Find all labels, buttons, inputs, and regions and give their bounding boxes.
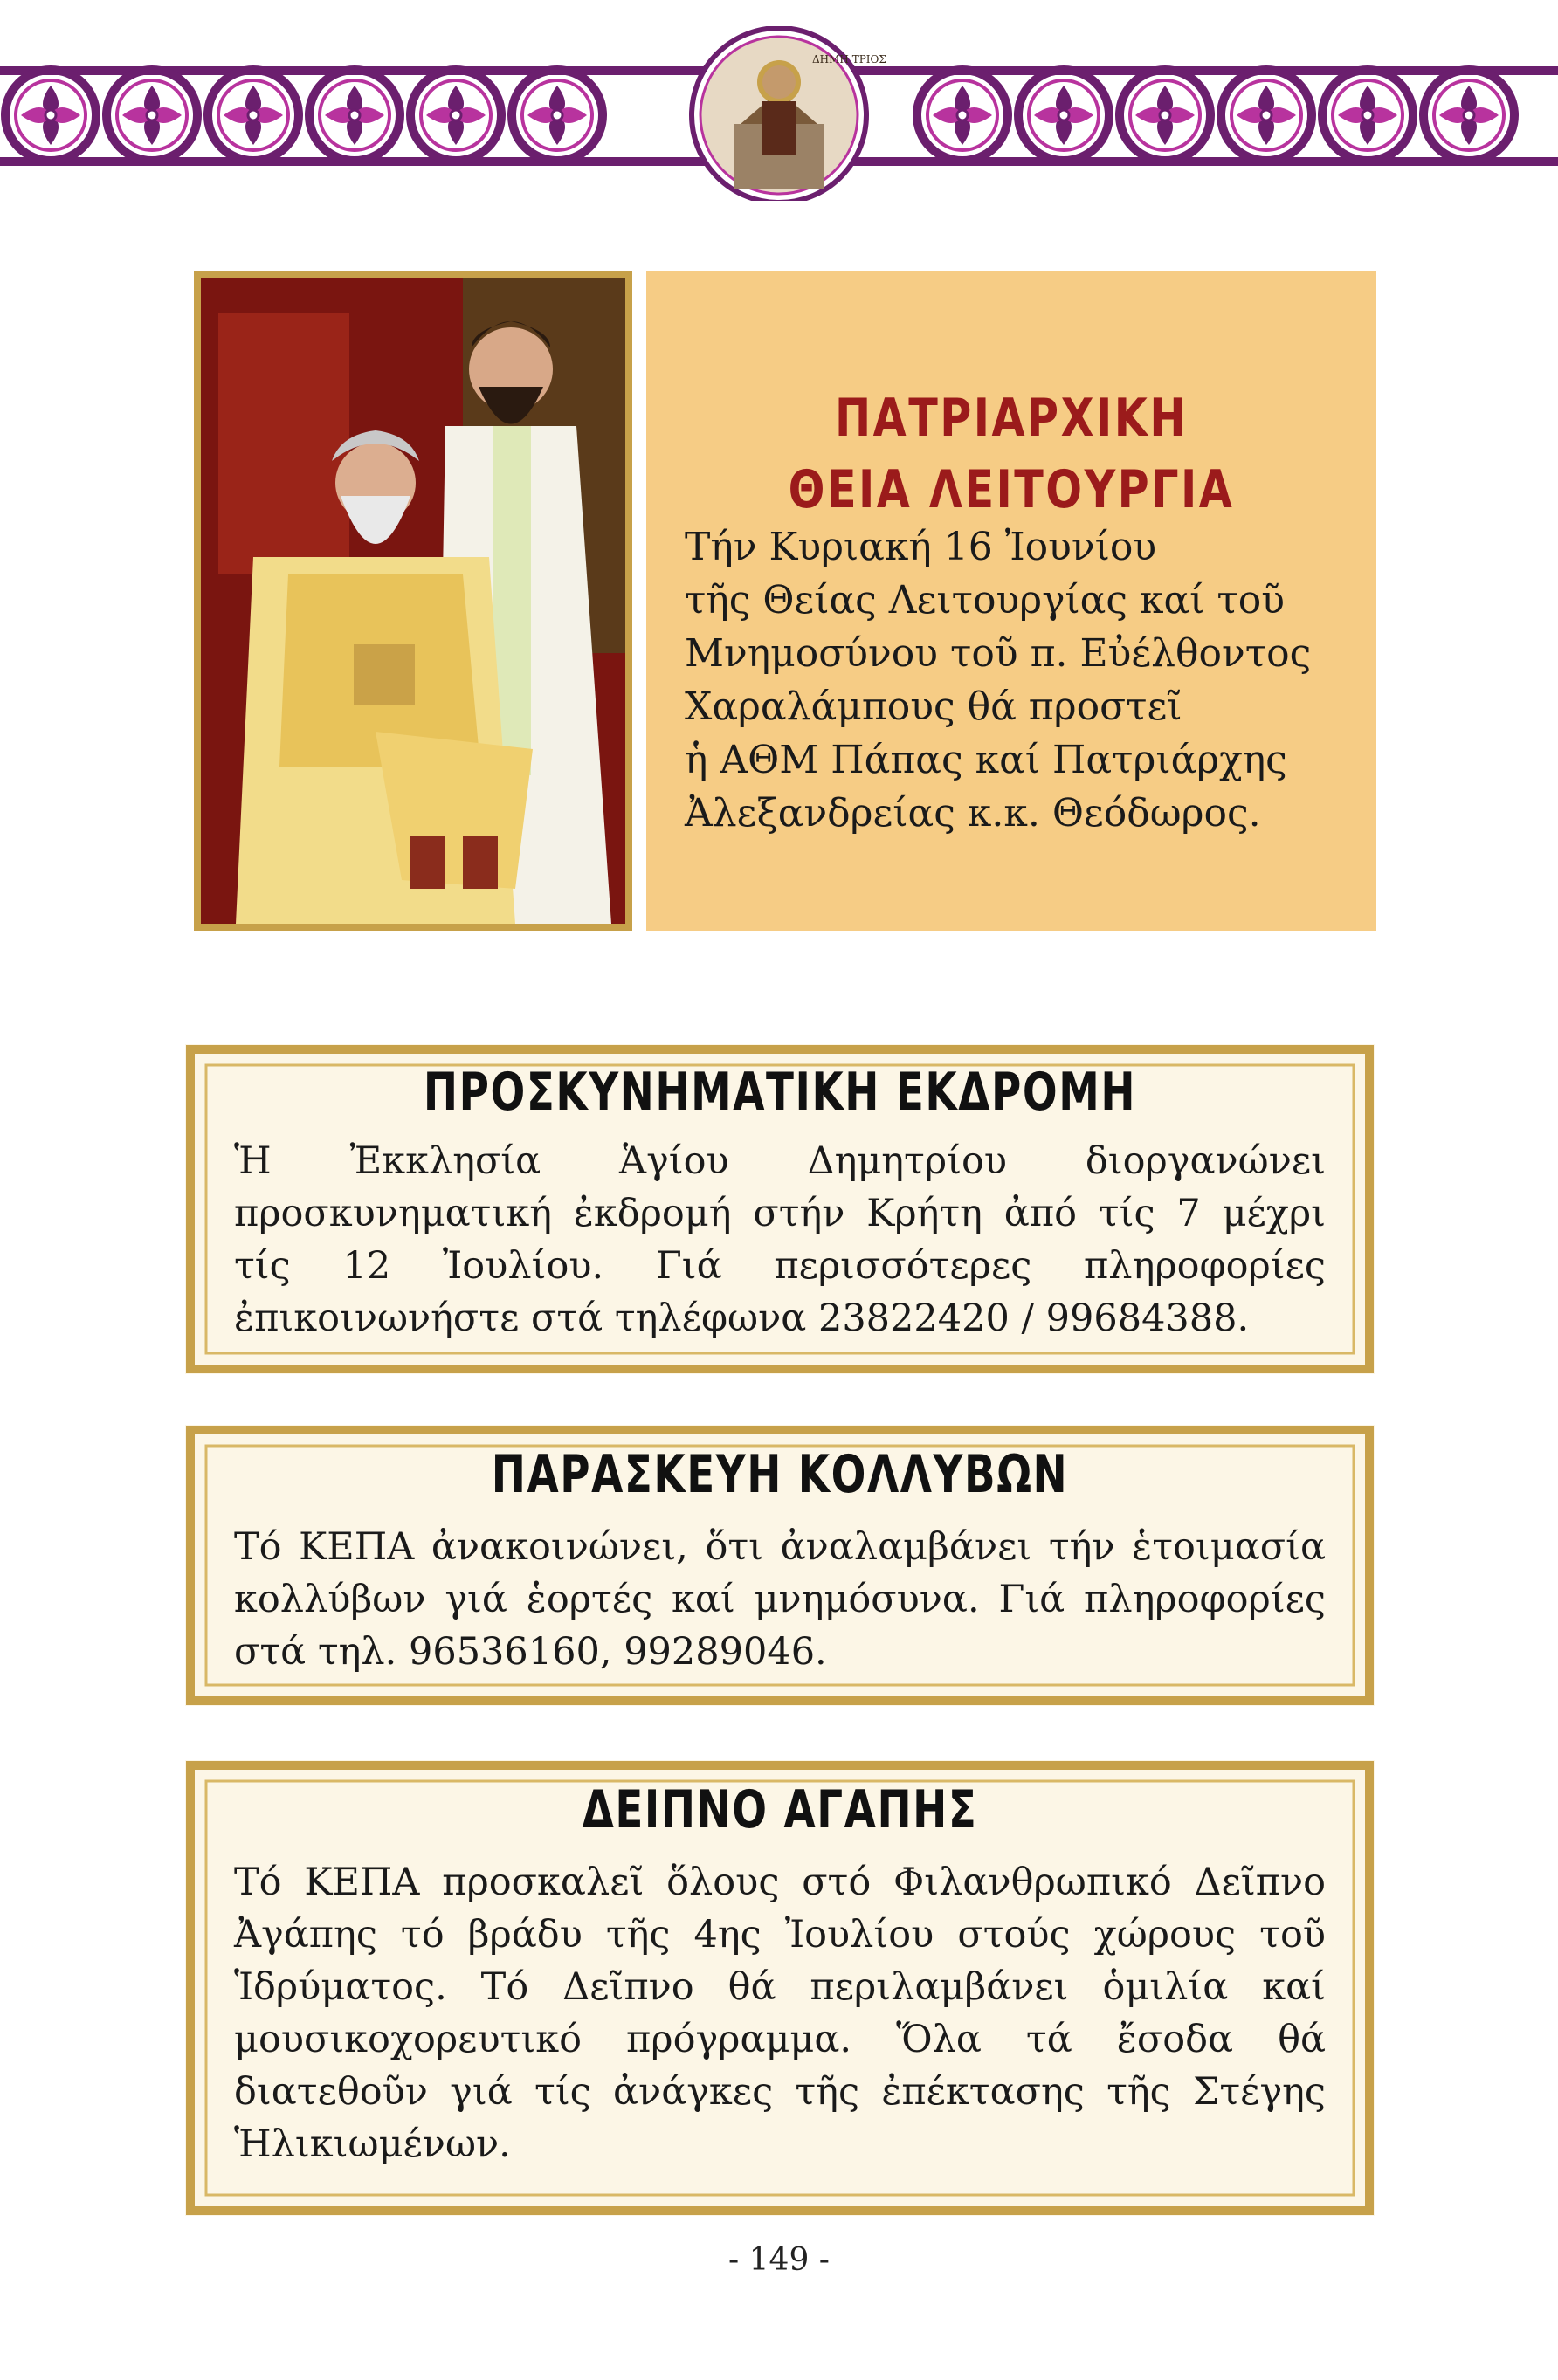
pilgrimage-line: τίς 12 Ἰουλίου. Γιά περισσότερες πληροφορίες — [234, 1244, 1326, 1288]
charity-dinner-line: διατεθοῦν γιά τίς ἀνάγκες τῆς ἐπέκτασης τῆς Στέγης — [234, 2070, 1326, 2114]
kollyva-title: ΠΑΡΑΣΚΕΥΗ ΚΟΛΛΥΒΩΝ — [491, 1444, 1069, 1505]
notice-title-line1: ΠΑΤΡΙΑΡΧΙΚΗ — [835, 388, 1188, 449]
notice-line: ἡ ΑΘΜ Πάπας καί Πατριάρχης — [685, 738, 1287, 782]
notice-title — [712, 382, 1311, 526]
notice-line: τῆς Θείας Λειτουργίας καί τοῦ — [685, 578, 1285, 623]
band-ornament — [917, 70, 1008, 161]
header-ornament-band — [0, 26, 1558, 201]
band-ornament — [107, 70, 197, 161]
pilgrimage-text — [234, 1135, 1326, 1345]
notice-line: Τήν Κυριακή 16 Ἰουνίου — [685, 525, 1157, 569]
pilgrimage-box — [185, 1044, 1375, 1374]
charity-dinner-line: Τό ΚΕΠΑ προσκαλεῖ ὅλους στό Φιλανθρωπικό Δεῖπνο — [234, 1861, 1326, 1904]
pilgrimage-line: Ἡ Ἐκκλησία Ἁγίου Δημητρίου διοργανώνει — [234, 1139, 1326, 1183]
patriarch-photo — [194, 271, 632, 931]
charity-dinner-line: Ἱδρύματος. Τό Δεῖπνο θά περιλαμβάνει ὁμιλία καί — [234, 1965, 1326, 2009]
kollyva-box — [185, 1425, 1375, 1706]
band-ornament — [1424, 70, 1514, 161]
liturgy-notice — [646, 271, 1376, 931]
pilgrimage-line: προσκυνηματική ἐκδρομή στήν Κρήτη ἀπό τίς 7 μέχρι — [234, 1192, 1326, 1235]
band-ornament — [1322, 70, 1413, 161]
band-ornament — [410, 70, 501, 161]
notice-line: Χαραλάμπους θά προστεῖ — [685, 684, 1182, 729]
charity-dinner-line: μουσικοχορευτικό πρόγραμμα. Ὅλα τά ἔσοδα θά — [234, 2018, 1326, 2061]
band-ornament — [309, 70, 400, 161]
band-ornament — [512, 70, 603, 161]
kollyva-line: κολλύβων γιά ἑορτές καί μνημόσυνα. Γιά πληροφορίες — [234, 1578, 1326, 1621]
icon-caption: ΔΗΜΗ ΤΡΙΟΣ — [812, 53, 886, 65]
notice-title-line2: ΘΕΙΑ ΛΕΙΤΟΥΡΓΙΑ — [788, 459, 1235, 520]
charity-dinner-line: Ἡλικιωμένων. — [234, 2122, 511, 2166]
charity-dinner-line: Ἀγάπης τό βράδυ τῆς 4ης Ἰουλίου στούς χώρους τοῦ — [234, 1913, 1326, 1957]
band-ornament — [5, 70, 96, 161]
band-ornament — [208, 70, 299, 161]
band-ornament — [1221, 70, 1312, 161]
charity-dinner-box — [185, 1760, 1375, 2216]
pilgrimage-title: ΠΡΟΣΚΥΝΗΜΑΤΙΚΗ ΕΚΔΡΟΜΗ — [423, 1062, 1137, 1123]
band-ornament — [1120, 70, 1210, 161]
band-ornament — [1018, 70, 1109, 161]
notice-line: Μνημοσύνου τοῦ π. Εὐέλθοντος — [685, 631, 1312, 676]
charity-dinner-text — [234, 1856, 1326, 2170]
kollyva-line: στά τηλ. 96536160, 99289046. — [234, 1630, 827, 1674]
charity-dinner-title: ΔΕΙΠΝΟ ΑΓΑΠΗΣ — [582, 1779, 978, 1840]
notice-body — [685, 520, 1348, 840]
notice-line: Ἀλεξανδρείας κ.κ. Θεόδωρος. — [685, 791, 1261, 836]
photo-illustration — [201, 278, 625, 924]
pilgrimage-line: ἐπικοινωνήστε στά τηλέφωνα 23822420 / 99684388. — [234, 1297, 1250, 1340]
kollyva-text — [234, 1521, 1326, 1678]
page-number: - 149 - — [728, 2242, 830, 2278]
kollyva-line: Τό ΚΕΠΑ ἀνακοινώνει, ὅτι ἀναλαμβάνει τήν ἑτοιμασία — [234, 1525, 1326, 1569]
